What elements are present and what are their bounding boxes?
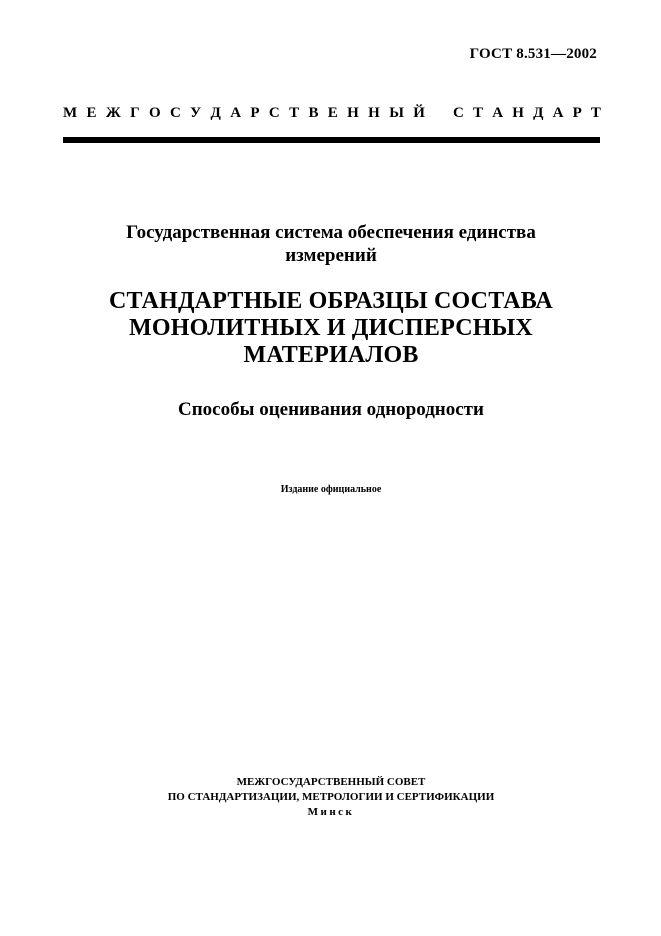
heading-letter: Е xyxy=(86,105,97,121)
heading-letter: Т xyxy=(289,105,300,121)
heading-letter: Ж xyxy=(105,105,121,121)
standard-type-word-standard xyxy=(453,104,601,122)
header-rule xyxy=(63,137,600,143)
heading-letter: Е xyxy=(327,105,338,121)
heading-letter: А xyxy=(492,105,504,121)
heading-letter: Д xyxy=(210,105,221,121)
publisher-block xyxy=(100,775,562,820)
publisher-line-2: ПО СТАНДАРТИЗАЦИИ, МЕТРОЛОГИИ И СЕРТИФИКАЦИИ xyxy=(167,791,495,803)
document-title: СТАНДАРТНЫЕ ОБРАЗЦЫ СОСТАВА МОНОЛИТНЫХ И ДИСПЕРСНЫХ МАТЕРИАЛОВ xyxy=(109,288,553,368)
heading-letter: У xyxy=(190,105,202,121)
heading-letter: О xyxy=(148,105,161,121)
heading-letter: С xyxy=(453,105,464,121)
heading-letter: С xyxy=(169,105,181,121)
document-subtitle: Способы оценивания однородности xyxy=(178,399,484,420)
heading-letter: М xyxy=(63,105,78,121)
heading-letter: Й xyxy=(413,105,425,121)
heading-letter: Ы xyxy=(389,105,404,121)
heading-letter: Н xyxy=(368,105,380,121)
heading-letter: А xyxy=(230,105,242,121)
heading-letter: Т xyxy=(473,105,484,121)
document-number: ГОСТ 8.531—2002 xyxy=(469,46,597,62)
heading-letter: В xyxy=(308,105,319,121)
heading-letter: Д xyxy=(533,105,544,121)
heading-letter: А xyxy=(552,105,564,121)
heading-letter: Т xyxy=(590,105,601,121)
publisher-city: Минск xyxy=(307,806,355,818)
edition-note: Издание официальное xyxy=(280,484,382,495)
heading-letter: Р xyxy=(572,105,582,121)
publisher-line-1: МЕЖГОСУДАРСТВЕННЫЙ СОВЕТ xyxy=(236,776,426,788)
heading-letter: Н xyxy=(347,105,359,121)
series-title: Государственная система обеспечения единства измерений xyxy=(126,222,536,266)
heading-letter: С xyxy=(268,105,280,121)
standard-type-word-interstate xyxy=(63,104,425,122)
heading-letter: Н xyxy=(512,105,524,121)
heading-letter: Г xyxy=(130,105,140,121)
heading-letter: Р xyxy=(250,105,260,121)
standard-type-heading xyxy=(63,104,601,122)
